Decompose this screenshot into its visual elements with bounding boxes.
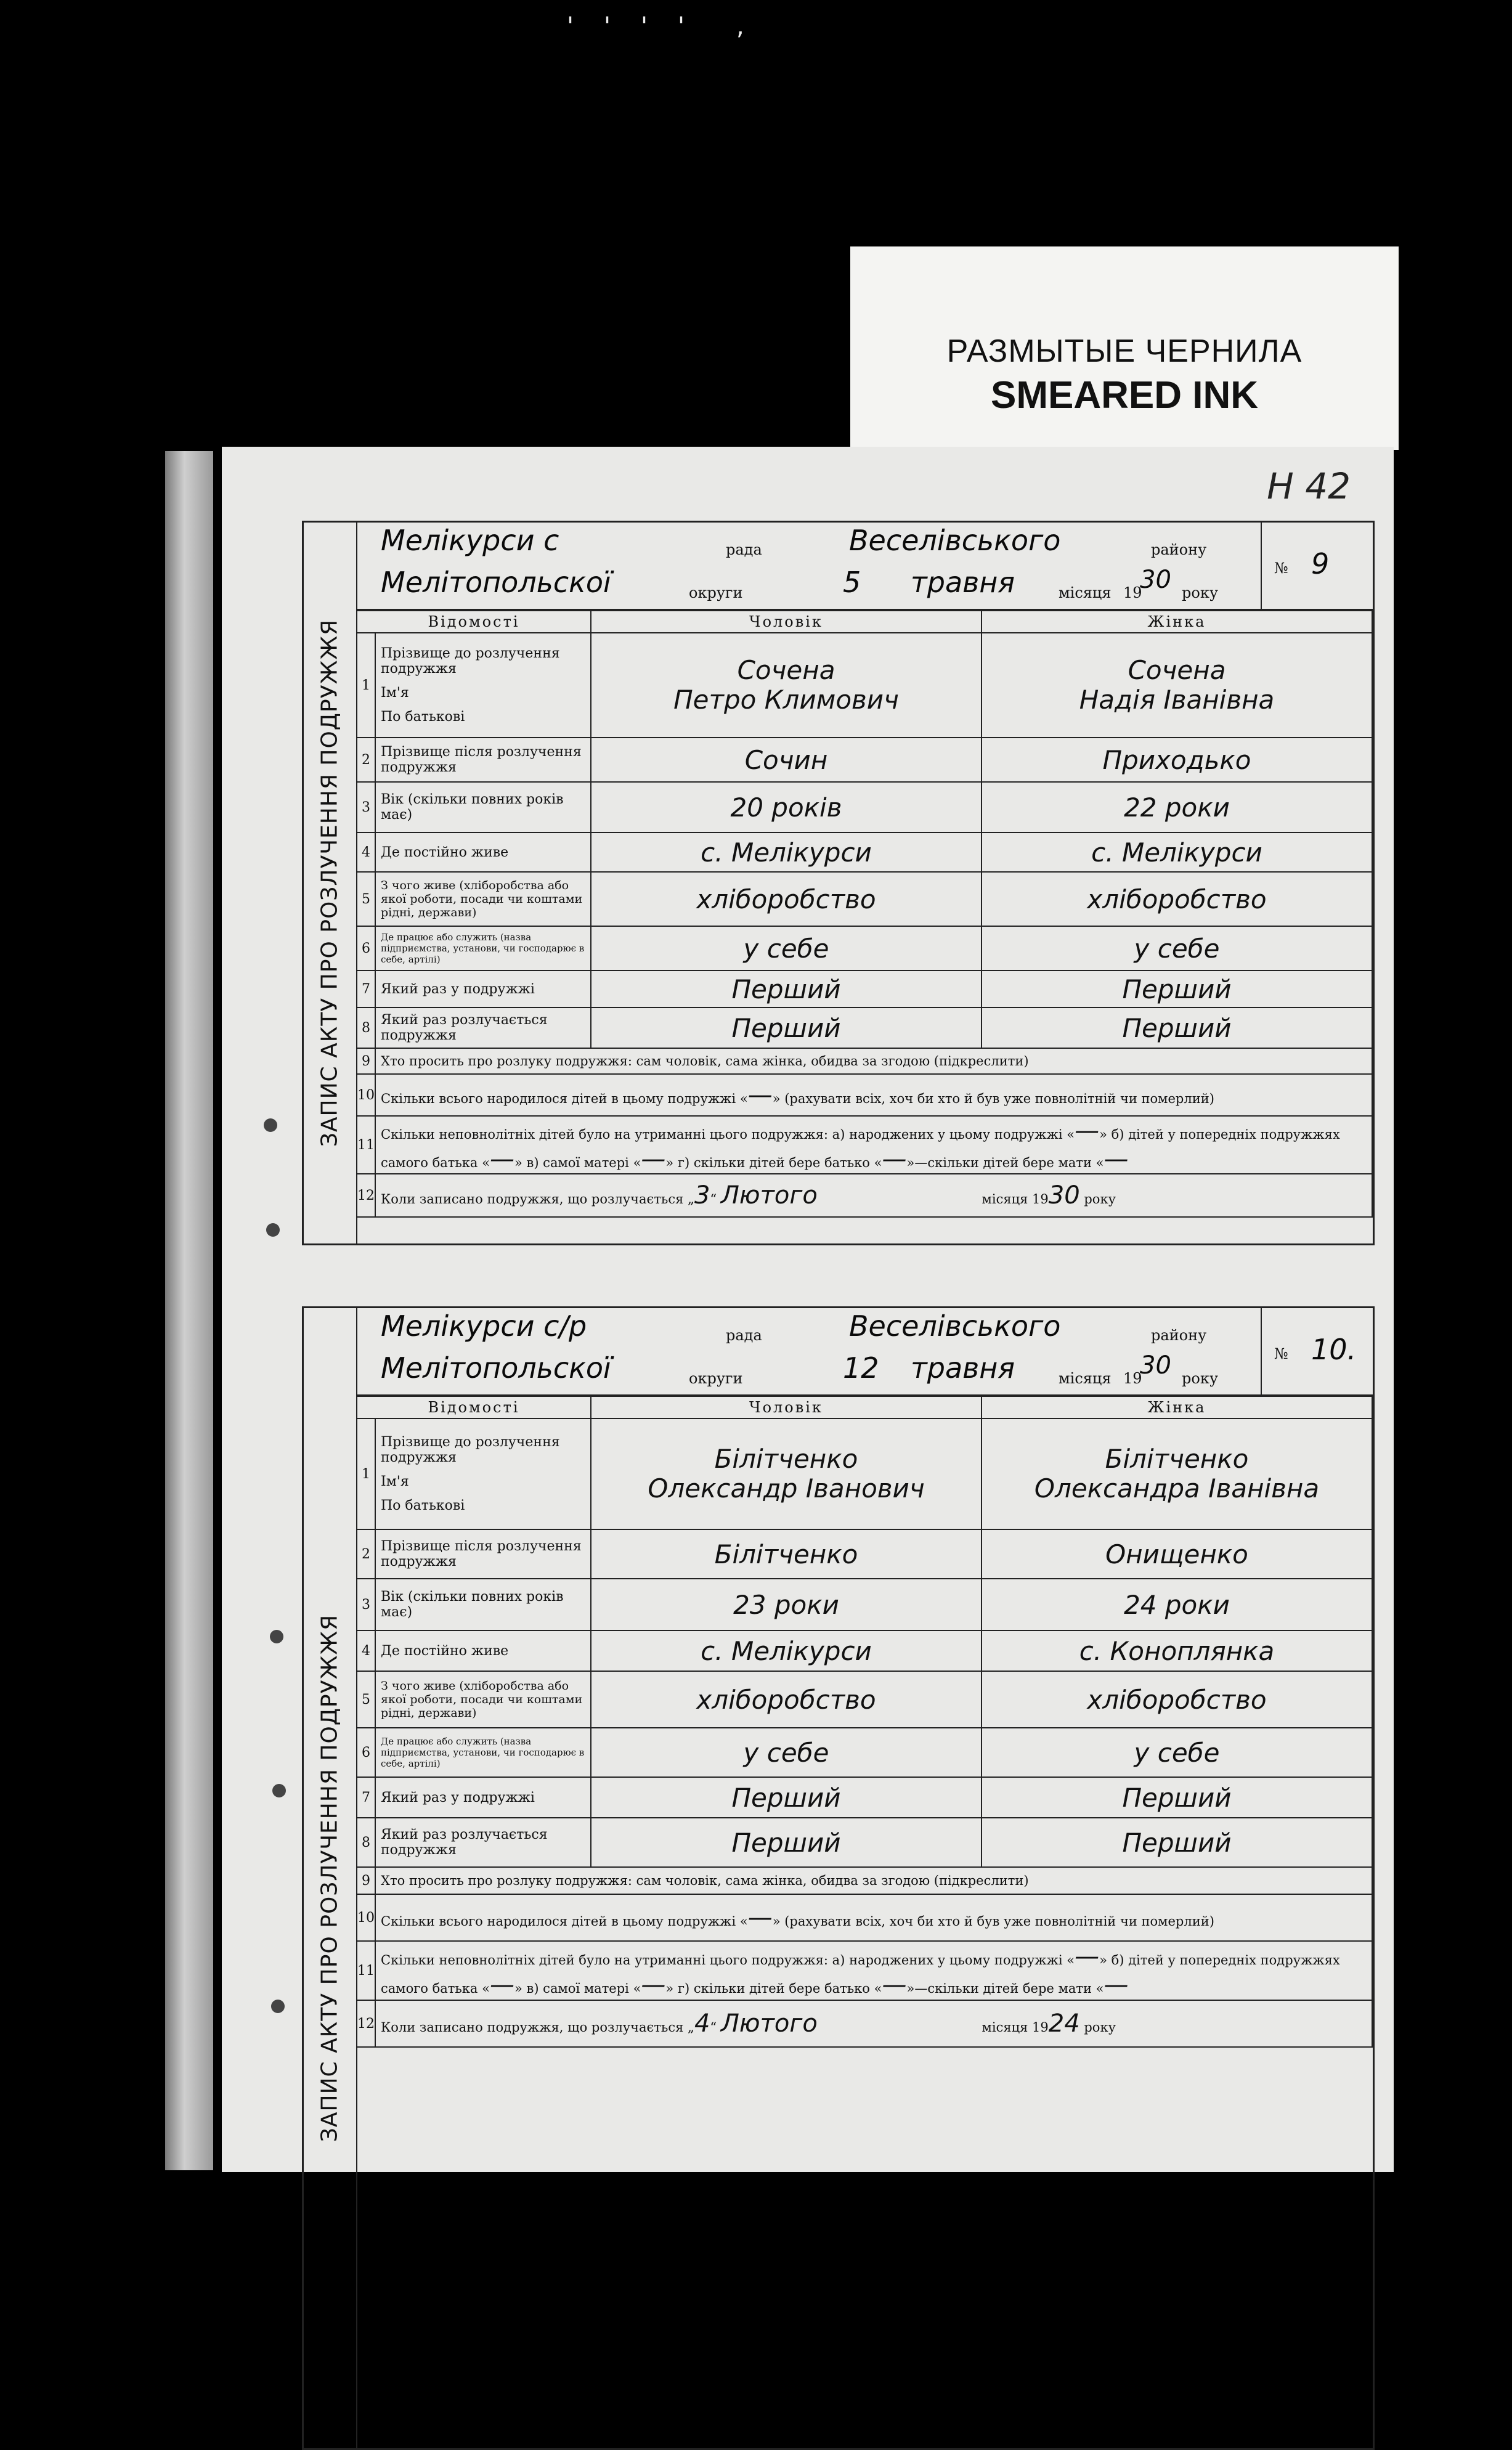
q10b: » (рахувати всіх, хоч би хто й був уже повнолітній чи померлий): [772, 1091, 1214, 1106]
woman-age: 22 роки: [982, 782, 1372, 832]
punch-hole: [264, 1118, 277, 1132]
q1b: Ім'я: [381, 1474, 409, 1489]
side-title: ЗАПИС АКТУ ПРО РОЗЛУЧЕННЯ ПОДРУЖЖЯ: [304, 1308, 357, 2448]
man-income: хліборобство: [591, 1671, 982, 1728]
reg-year-prefix: 19: [1032, 2020, 1049, 2035]
punch-hole: [272, 1784, 286, 1797]
col-info: Відомості: [357, 1396, 591, 1418]
col-woman: Жінка: [982, 1396, 1372, 1418]
rayon-value: Веселівського: [849, 1309, 1061, 1343]
q5: З чого живе (хліборобства або якої роботи, посади чи коштами рідні, держави): [375, 872, 591, 926]
year-label: року: [1182, 584, 1218, 601]
q3: Вік (скільки повних років має): [375, 1579, 591, 1630]
woman-marriage: Перший: [982, 971, 1372, 1007]
number-label: №: [1274, 560, 1288, 577]
q11d: » г) скільки дітей бере батько «: [665, 1981, 882, 1996]
reg-year: 30: [1048, 1181, 1080, 1210]
rada-value: Мелікурси с: [381, 524, 559, 557]
woman-work: у себе: [982, 1728, 1372, 1777]
q11a: Скільки неповнолітніх дітей було на утриманні цього подружжя: а) народжених у цьому подружжі «: [381, 1953, 1075, 1968]
man-divorce: Перший: [591, 1818, 982, 1867]
q3: Вік (скільки повних років має): [375, 782, 591, 832]
woman-after: Онищенко: [982, 1529, 1372, 1579]
man-name: Олександр Іванович: [648, 1473, 925, 1504]
q11b: » б) дітей у попередніх подружжях самого батька «: [381, 1953, 1340, 1996]
woman-after: Приходько: [982, 738, 1372, 782]
man-after: Білітченко: [591, 1529, 982, 1579]
man-age: 23 роки: [591, 1579, 982, 1630]
year-label: року: [1182, 1370, 1218, 1387]
woman-lives: с. Коноплянка: [982, 1630, 1372, 1671]
q10a: Скільки всього народилося дітей в цьому подружжі «: [381, 1091, 748, 1106]
q6: Де працює або служить (назва підприємства, установи, чи господарює в себе, артілі): [375, 1728, 591, 1777]
children-a: —: [1075, 1117, 1100, 1145]
man-divorce: Перший: [591, 1007, 982, 1048]
reg-month: Лютого: [720, 2009, 818, 2038]
man-lives: с. Мелікурси: [591, 832, 982, 872]
top-mark: ': [678, 12, 685, 41]
col-man: Чоловік: [591, 611, 982, 633]
rada-label: рада: [726, 541, 762, 558]
reg-day: 4: [694, 2009, 710, 2038]
q12b: “: [710, 1192, 717, 1207]
year-prefix: 19: [1123, 584, 1142, 601]
rayon-value: Веселівського: [849, 524, 1061, 557]
man-lives: с. Мелікурси: [591, 1630, 982, 1671]
woman-income: хліборобство: [982, 872, 1372, 926]
man-surname: Сочена: [737, 655, 835, 685]
man-marriage: Перший: [591, 971, 982, 1007]
q12a: Коли записано подружжя, що розлучається „: [381, 1192, 694, 1207]
q12b: “: [710, 2020, 717, 2035]
rayon-label: району: [1151, 1327, 1207, 1344]
reg-month-label: місяця: [982, 2020, 1028, 2035]
col-info: Відомості: [357, 611, 591, 633]
man-marriage: Перший: [591, 1777, 982, 1818]
q9: Хто просить про розлуку подружжя: сам чоловік, сама жінка, обидва за згодою (підкреслити): [375, 1048, 1372, 1074]
month-label: місяця: [1059, 1370, 1112, 1387]
woman-name: Олександра Іванівна: [1034, 1473, 1320, 1504]
man-age: 20 років: [591, 782, 982, 832]
reg-year: 24: [1048, 2009, 1080, 2038]
day-value: 12: [843, 1351, 879, 1385]
q11c: » в) самої матері «: [514, 1981, 641, 1996]
record-header: [356, 1308, 1373, 1396]
record-number: 10.: [1311, 1333, 1357, 1366]
q8: Який раз розлучається подружжя: [375, 1818, 591, 1867]
q2: Прізвище після розлучення подружжя: [375, 1529, 591, 1579]
woman-lives: с. Мелікурси: [982, 832, 1372, 872]
label-ru: РАЗМЫТЫЕ ЧЕРНИЛА: [946, 333, 1303, 369]
man-work: у себе: [591, 926, 982, 971]
reg-month-label: місяця: [982, 1192, 1028, 1207]
top-mark: ': [641, 12, 648, 41]
reg-year-label: року: [1084, 1192, 1116, 1207]
q10b: » (рахувати всіх, хоч би хто й був уже повнолітній чи померлий): [772, 1914, 1214, 1929]
q7: Який раз у подружжі: [375, 971, 591, 1007]
woman-divorce: Перший: [982, 1818, 1372, 1867]
okrug-value: Мелітопольскої: [381, 566, 611, 599]
q1a: Прізвище до розлучення подружжя: [381, 1435, 560, 1465]
children-b: —: [489, 1971, 514, 1999]
document-page: [222, 447, 1394, 2172]
rayon-label: району: [1151, 541, 1207, 558]
children-mother: —: [1104, 1971, 1129, 1999]
divorce-record-1: [302, 521, 1375, 1245]
okrug-label: округи: [689, 1370, 743, 1387]
q4: Де постійно живе: [375, 832, 591, 872]
record-number-box: [1261, 1308, 1373, 1394]
q1a: Прізвище до розлучення подружжя: [381, 646, 560, 677]
woman-divorce: Перший: [982, 1007, 1372, 1048]
q6: Де працює або служить (назва підприємства, установи, чи господарює в себе, артілі): [375, 926, 591, 971]
month-value: травня: [911, 1351, 1015, 1385]
reg-month: Лютого: [720, 1181, 818, 1210]
woman-age: 24 роки: [982, 1579, 1372, 1630]
woman-work: у себе: [982, 926, 1372, 971]
punch-hole: [271, 2000, 285, 2013]
children-a: —: [1075, 1942, 1100, 1971]
q8: Який раз розлучається подружжя: [375, 1007, 591, 1048]
record-header: [356, 523, 1373, 610]
q10a: Скільки всього народилося дітей в цьому подружжі «: [381, 1914, 748, 1929]
okrug-value: Мелітопольскої: [381, 1351, 611, 1385]
rada-value: Мелікурси с/р: [381, 1309, 587, 1343]
archive-number: Н 42: [1267, 465, 1351, 507]
record-number-box: [1261, 523, 1373, 609]
q11e: »—скільки дітей бере мати «: [906, 1981, 1104, 1996]
day-value: 5: [843, 566, 861, 599]
children-mother: —: [1104, 1145, 1129, 1173]
children-father: —: [882, 1145, 907, 1173]
woman-income: хліборобство: [982, 1671, 1372, 1728]
q1b: Ім'я: [381, 685, 409, 701]
q2: Прізвище після розлучення подружжя: [375, 738, 591, 782]
top-mark: ': [604, 12, 611, 41]
top-mark: ': [567, 12, 574, 41]
record-table: Відомості Чоловік Жінка 1 Прізвище до розлучення подружжя Ім'я По батькові Білітченко Олександр Іванович Білітченко Олександра Іванівна 2 Прізвище після розлучення подружжя Білітченко Онищенко 3 Вік (скільки повних років має) 23 роки 24 роки 4 Де постійно живе с. Мелікурси с. Коноплянка 5 З чого живе (хліборобства або якої роботи, посади чи коштами рідні, держави) хліборобство хліборобство 6 Де працює або служить (назва підприємства, установи, чи господарює в себе, артілі) у себе у себе 7 Який раз у подружжі Перший Перший 8 Який раз розлучається подружжя Перший Перший 9 Хто просить про розлуку подружжя: сам чоловік, сама жінка, обидва за згодою (підкреслити) 10 Скільки всього народилося дітей в цьому подружжі «—» (рахувати всіх, хоч би хто й був уже повнолітній чи померлий) 11 Скільки неповнолітніх дітей було на утриманні цього подружжя: а) народжених у цьому подружжі «—» б) дітей у попередніх подружжях самого батька «—» в) самої матері «—» г) скільки дітей бере батько «—»—скільки дітей бере мати «— 12 Коли записано подружжя, що розлучається „4“ Лютого місяця 1924 року: [356, 1396, 1373, 2048]
reg-day: 3: [694, 1181, 710, 1210]
side-title: ЗАПИС АКТУ ПРО РОЗЛУЧЕННЯ ПОДРУЖЖЯ: [304, 523, 357, 1243]
binding-strip: [165, 451, 213, 2170]
reg-year-label: року: [1084, 2020, 1116, 2035]
children-c: —: [641, 1145, 666, 1173]
rada-label: рада: [726, 1327, 762, 1344]
q11d: » г) скільки дітей бере батько «: [665, 1155, 882, 1170]
children-father: —: [882, 1971, 907, 1999]
man-name: Петро Климович: [673, 685, 899, 715]
q4: Де постійно живе: [375, 1630, 591, 1671]
month-value: травня: [911, 566, 1015, 599]
q1c: По батькові: [381, 709, 465, 725]
reg-year-prefix: 19: [1032, 1192, 1049, 1207]
divorce-record-2: [302, 1306, 1375, 2450]
woman-marriage: Перший: [982, 1777, 1372, 1818]
year-value: 30: [1140, 566, 1171, 594]
man-after: Сочин: [591, 738, 982, 782]
number-label: №: [1274, 1345, 1288, 1362]
record-number: 9: [1311, 547, 1330, 580]
woman-name: Надія Іванівна: [1079, 685, 1275, 715]
children-c: —: [641, 1971, 666, 1999]
record-table: Відомості Чоловік Жінка 1 Прізвище до розлучення подружжя Ім'я По батькові Сочена Петро Климович Сочена Надія Іванівна 2 Прізвище після розлучення подружжя Сочин Приходько 3 Вік (скільки повних років має) 20 років 22 роки 4 Де постійно живе с. Мелікурси с. Мелікурси 5 З чого живе (хліборобства або якої роботи, посади чи коштами рідні, держави) хліборобство хліборобство 6 Де працює або служить (назва підприємства, установи, чи господарює в себе, артілі) у себе у себе 7 Який раз у подружжі Перший Перший 8 Який раз розлучається подружжя Перший Перший 9 Хто просить про розлуку подружжя: сам чоловік, сама жінка, обидва за згодою (підкреслити) 10 Скільки всього народилося дітей в цьому подружжі «—» (рахувати всіх, хоч би хто й був уже повнолітній чи померлий) 11 Скільки неповнолітніх дітей було на утриманні цього подружжя: а) народжених у цьому подружжі «—» б) дітей у попередніх подружжях самого батька «—» в) самої матері «—» г) скільки дітей бере батько «—»—скільки дітей бере мати «— 12 Коли записано подружжя, що розлучається „3“ Лютого місяця 1930 року: [356, 610, 1373, 1218]
q7: Який раз у подружжі: [375, 1777, 591, 1818]
q12a: Коли записано подружжя, що розлучається „: [381, 2020, 694, 2035]
q9: Хто просить про розлуку подружжя: сам чоловік, сама жінка, обидва за згодою (підкреслити): [375, 1867, 1372, 1894]
children-total: —: [747, 1903, 773, 1932]
q11e: »—скільки дітей бере мати «: [906, 1155, 1104, 1170]
children-b: —: [489, 1145, 514, 1173]
q11a: Скільки неповнолітніх дітей було на утриманні цього подружжя: а) народжених у цьому подружжі «: [381, 1127, 1075, 1142]
year-value: 30: [1140, 1351, 1171, 1380]
punch-hole: [266, 1223, 280, 1237]
col-woman: Жінка: [982, 611, 1372, 633]
col-man: Чоловік: [591, 1396, 982, 1418]
q11b: » б) дітей у попередніх подружжях самого батька «: [381, 1127, 1340, 1170]
label-en: SMEARED INK: [990, 374, 1259, 417]
q5: З чого живе (хліборобства або якої роботи, посади чи коштами рідні, держави): [375, 1671, 591, 1728]
year-prefix: 19: [1123, 1370, 1142, 1387]
smeared-ink-label: [850, 246, 1399, 450]
okrug-label: округи: [689, 584, 743, 601]
man-income: хліборобство: [591, 872, 982, 926]
top-mark: ,: [736, 12, 744, 41]
woman-surname: Сочена: [1128, 655, 1226, 685]
q11c: » в) самої матері «: [514, 1155, 641, 1170]
woman-surname: Білітченко: [1105, 1444, 1249, 1474]
man-surname: Білітченко: [714, 1444, 858, 1474]
children-total: —: [747, 1081, 773, 1109]
punch-hole: [270, 1630, 283, 1643]
q1c: По батькові: [381, 1498, 465, 1513]
month-label: місяця: [1059, 584, 1112, 601]
man-work: у себе: [591, 1728, 982, 1777]
